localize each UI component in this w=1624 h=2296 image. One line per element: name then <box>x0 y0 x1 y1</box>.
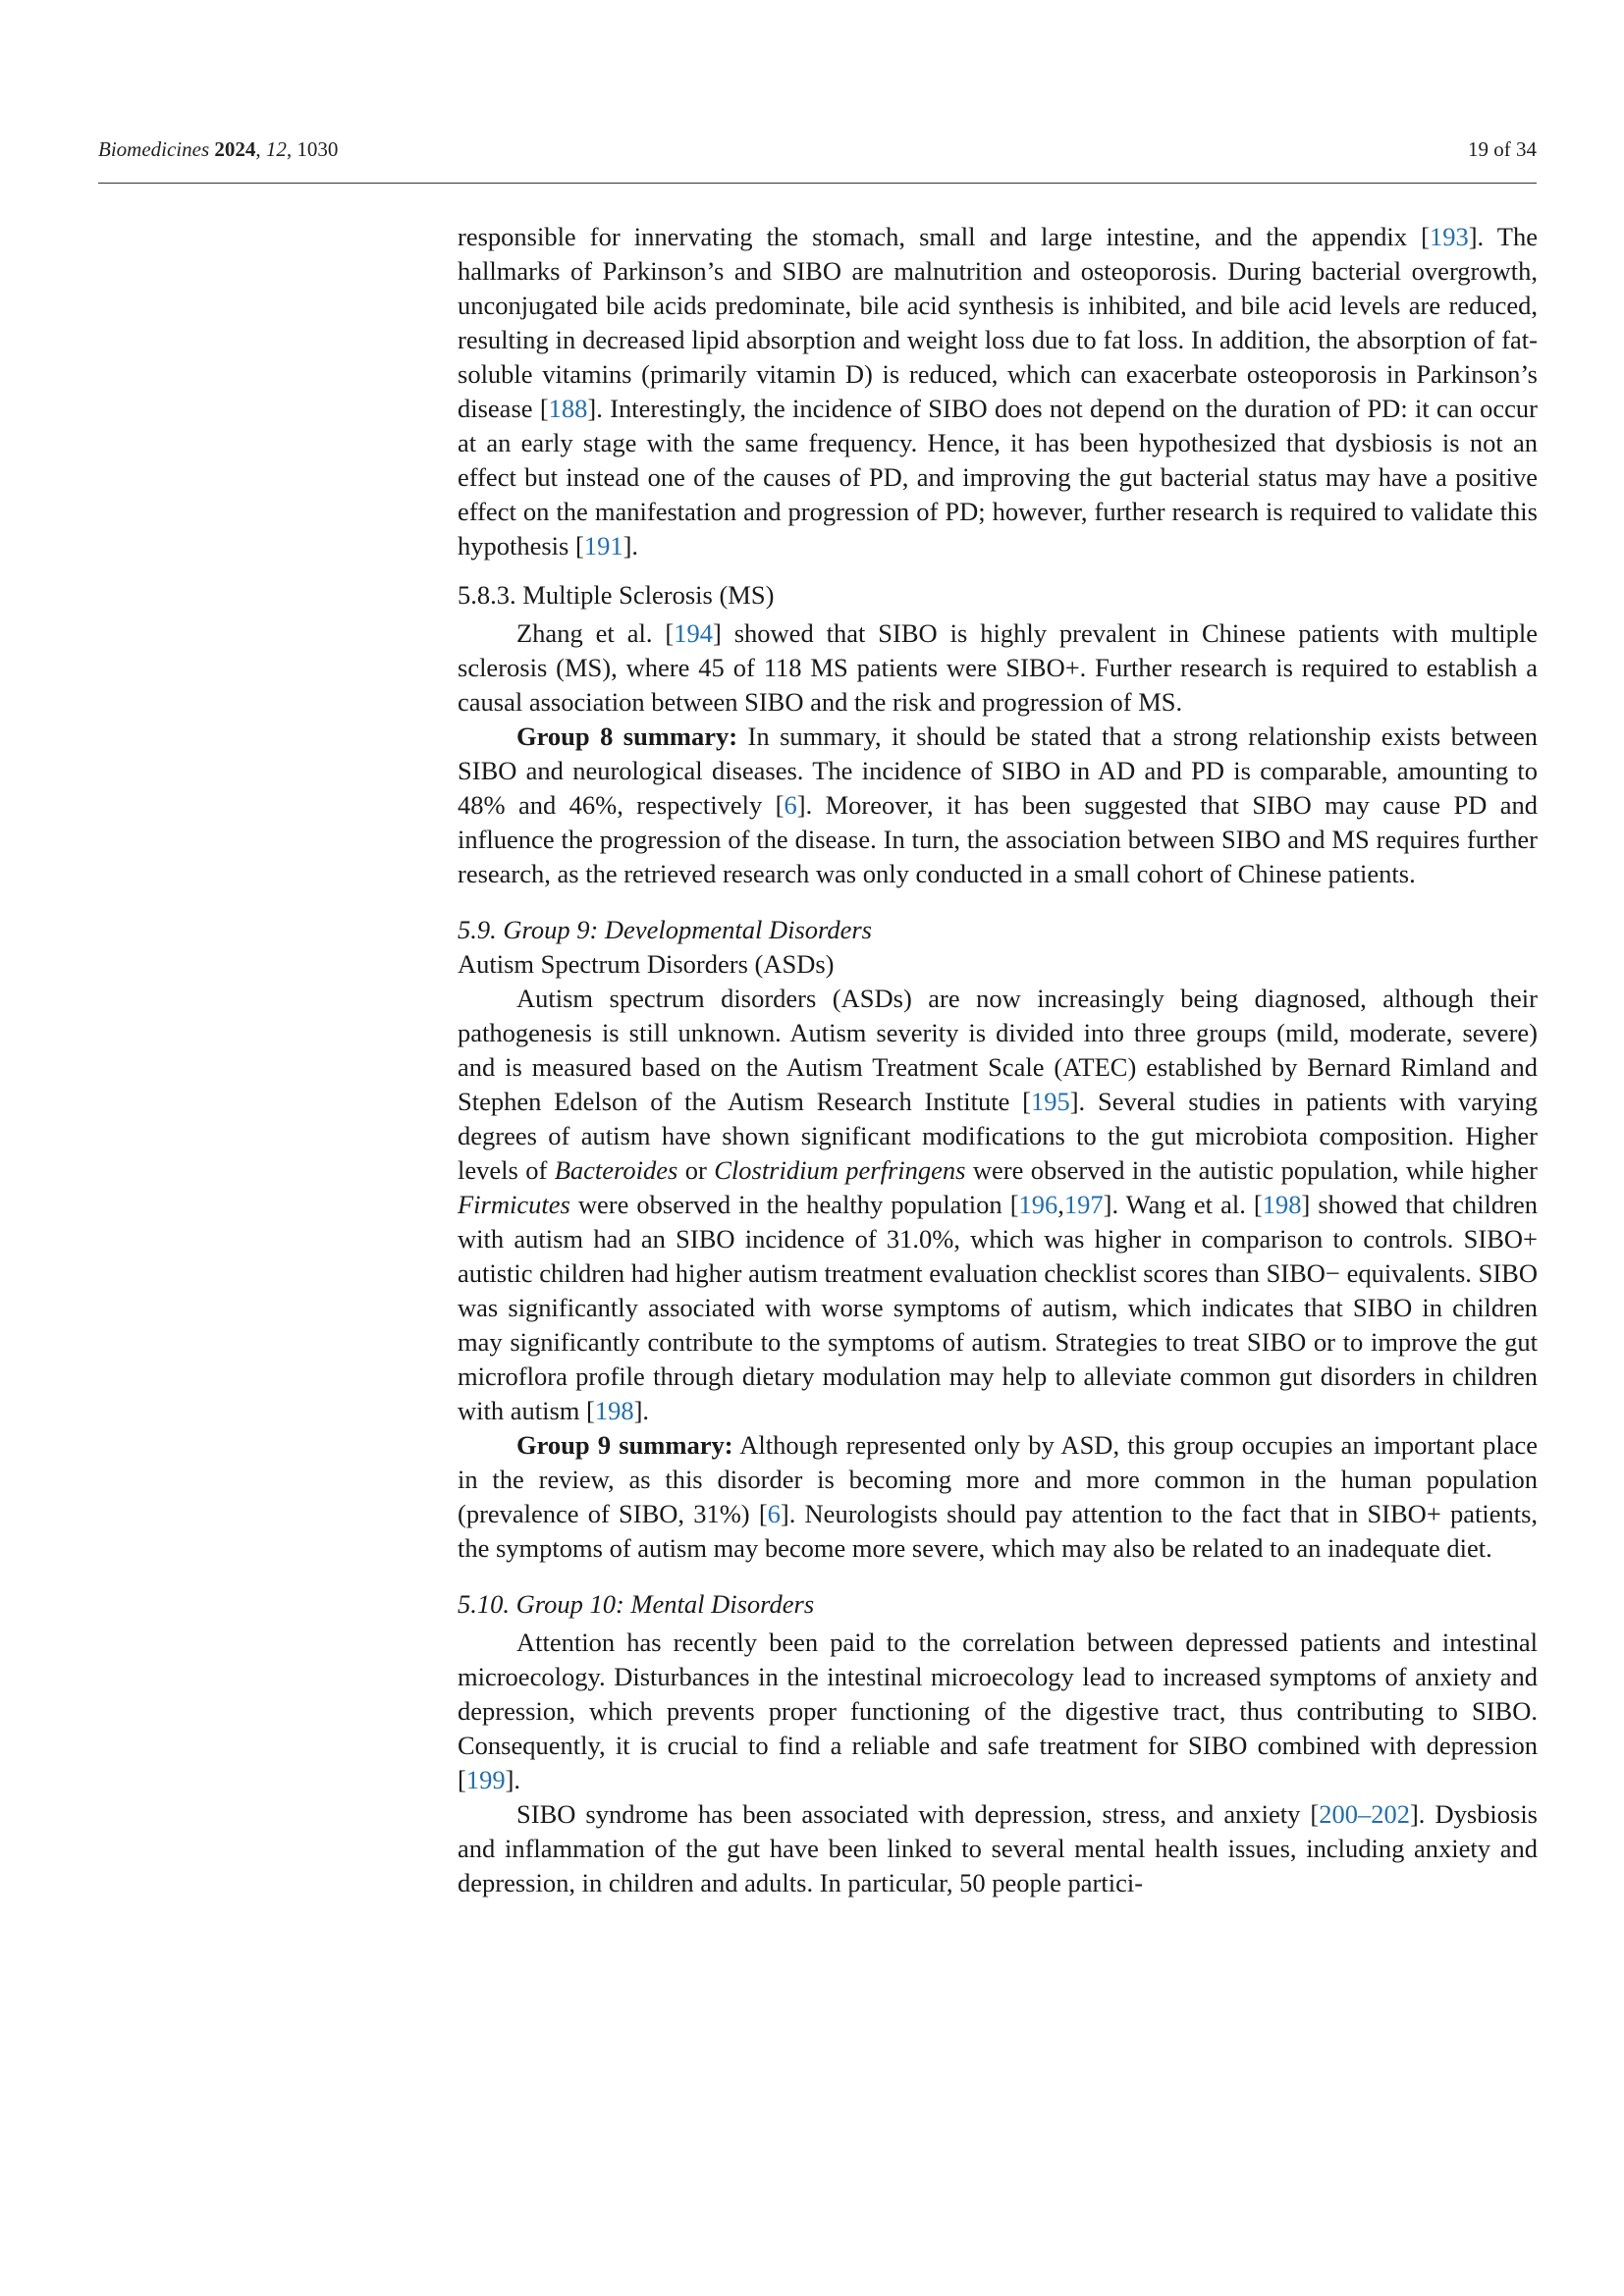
species-name: Bacteroides <box>554 1155 678 1185</box>
section-heading-developmental-disorders: 5.9. Group 9: Developmental Disorders <box>458 915 872 944</box>
reference-link[interactable]: 197 <box>1063 1190 1104 1219</box>
paragraph-ms: Zhang et al. [194] showed that SIBO is highly prevalent in Chinese patients with multiple sclerosis (MS), where 45 of 118 MS patients were SIBO+. Further research is required to establish a causal association between SIBO and the risk and progression of MS. <box>458 618 1539 717</box>
section-heading-mental-disorders: 5.10. Group 10: Mental Disorders <box>458 1589 815 1619</box>
reference-link[interactable]: 191 <box>583 531 623 561</box>
paragraph-group9-summary: Group 9 summary: Although represented only by ASD, this group occupies an important place in the review, as this disorder is becoming more and more common in the human population (prevalence of SIBO, 31%) [6]. Neurologists should pay attention to the fact that in SIBO+ patients, the symptoms of autism may become more severe, which may also be related to an inadequate diet. <box>458 1430 1539 1563</box>
reference-link[interactable]: 200–202 <box>1319 1799 1410 1829</box>
paragraph-anxiety: SIBO syndrome has been associated with depression, stress, and anxiety [200–202]. Dysbiosis and inflammation of the gut have been linked to several mental health issues, including anxiety and depression, in children and adults. In particular, 50 people partici- <box>458 1799 1538 1897</box>
journal-citation: Biomedicines 2024, 12, 1030 <box>98 137 339 161</box>
subsection-heading-asd: Autism Spectrum Disorders (ASDs) <box>458 949 835 979</box>
reference-link[interactable]: 188 <box>548 394 588 423</box>
paragraph-parkinsons-continued: responsible for innervating the stomach, small and large intestine, and the appendix [193]. The hallmarks of Parkinson’s and SIBO are malnutrition and osteoporosis. During bacterial overgrowth, unconjugated bile acids predominate, bile acid synthesis is inhibited, and bile acid levels are reduced, resulting in decreased lipid absorption and weight loss due to fat loss. In addition, the absorption of fat-soluble vitamins (primarily vitamin D) is reduced, which can exacerbate osteoporosis in Parkinson’s disease [188]. Interestingly, the incidence of SIBO does not depend on the duration of PD: it can occur at an early stage with the same frequency. Hence, it has been hypothesized that dysbiosis is not an effect but instead one of the causes of PD, and improving the gut bacterial status may have a positive effect on the manifestation and progression of PD; however, further research is required to validate this hypothesis [191]. <box>458 222 1539 561</box>
summary-label: Group 9 summary: <box>516 1430 733 1460</box>
running-header <box>98 133 1537 184</box>
journal-volume: 12 <box>265 137 287 161</box>
page-number: 19 of 34 <box>1468 137 1537 161</box>
paragraph-depression: Attention has recently been paid to the correlation between depressed patients and intestinal microecology. Disturbances in the intestinal microecology lead to increased symptoms of anxiety and depression, which prevents proper functioning of the digestive tract, thus contributing to SIBO. Consequently, it is crucial to find a reliable and safe treatment for SIBO combined with depression [199]. <box>458 1628 1538 1794</box>
reference-link[interactable]: 195 <box>1030 1087 1070 1116</box>
reference-link[interactable]: 199 <box>465 1765 506 1794</box>
article-number: 1030 <box>297 137 339 161</box>
reference-link[interactable]: 198 <box>1262 1190 1302 1219</box>
reference-link[interactable]: 194 <box>674 618 713 648</box>
species-name: Firmicutes <box>458 1190 570 1219</box>
paragraph-asd: Autism spectrum disorders (ASDs) are now increasingly being diagnosed, although their pathogenesis is still unknown. Autism severity is divided into three groups (mild, moderate, severe) and is measured based on the Autism Treatment Scale (ATEC) established by Bernard Rimland and Stephen Edelson of the Autism Research Institute [195]. Several studies in patients with varying degrees of autism have shown significant modifications to the gut microbiota composition. Higher levels of Bacteroides or Clostridium perfringens were observed in the autistic population, while higher Firmicutes were observed in the healthy population [196,197]. Wang et al. [198] showed that children with autism had an SIBO incidence of 31.0%, which was higher in comparison to controls. SIBO+ autistic children had higher autism treatment evaluation checklist scores than SIBO− equivalents. SIBO was significantly associated with worse symptoms of autism, which indicates that SIBO in children may significantly contribute to the symptoms of autism. Strategies to treat SIBO or to improve the gut microflora profile through dietary modulation may help to alleviate common gut disorders in children with autism [198]. <box>458 984 1539 1425</box>
reference-link[interactable]: 6 <box>767 1499 781 1528</box>
reference-link[interactable]: 6 <box>784 790 797 820</box>
reference-link[interactable]: 193 <box>1429 222 1469 251</box>
reference-link[interactable]: 198 <box>594 1396 634 1425</box>
paragraph-group8-summary: Group 8 summary: In summary, it should be stated that a strong relationship exists between SIBO and neurological diseases. The incidence of SIBO in AD and PD is comparable, amounting to 48% and 46%, respectively [6]. Moreover, it has been suggested that SIBO may cause PD and influence the progression of the disease. In turn, the association between SIBO and MS requires further research, as the retrieved research was only conducted in a small cohort of Chinese patients. <box>458 721 1538 888</box>
summary-label: Group 8 summary: <box>516 721 738 751</box>
reference-link[interactable]: 196 <box>1018 1190 1058 1219</box>
section-heading-multiple-sclerosis: 5.8.3. Multiple Sclerosis (MS) <box>458 580 775 610</box>
species-name: Clostridium perfringens <box>714 1155 966 1185</box>
journal-name: Biomedicines <box>98 137 210 161</box>
journal-year: 2024 <box>214 137 256 161</box>
article-body <box>458 220 1538 1900</box>
